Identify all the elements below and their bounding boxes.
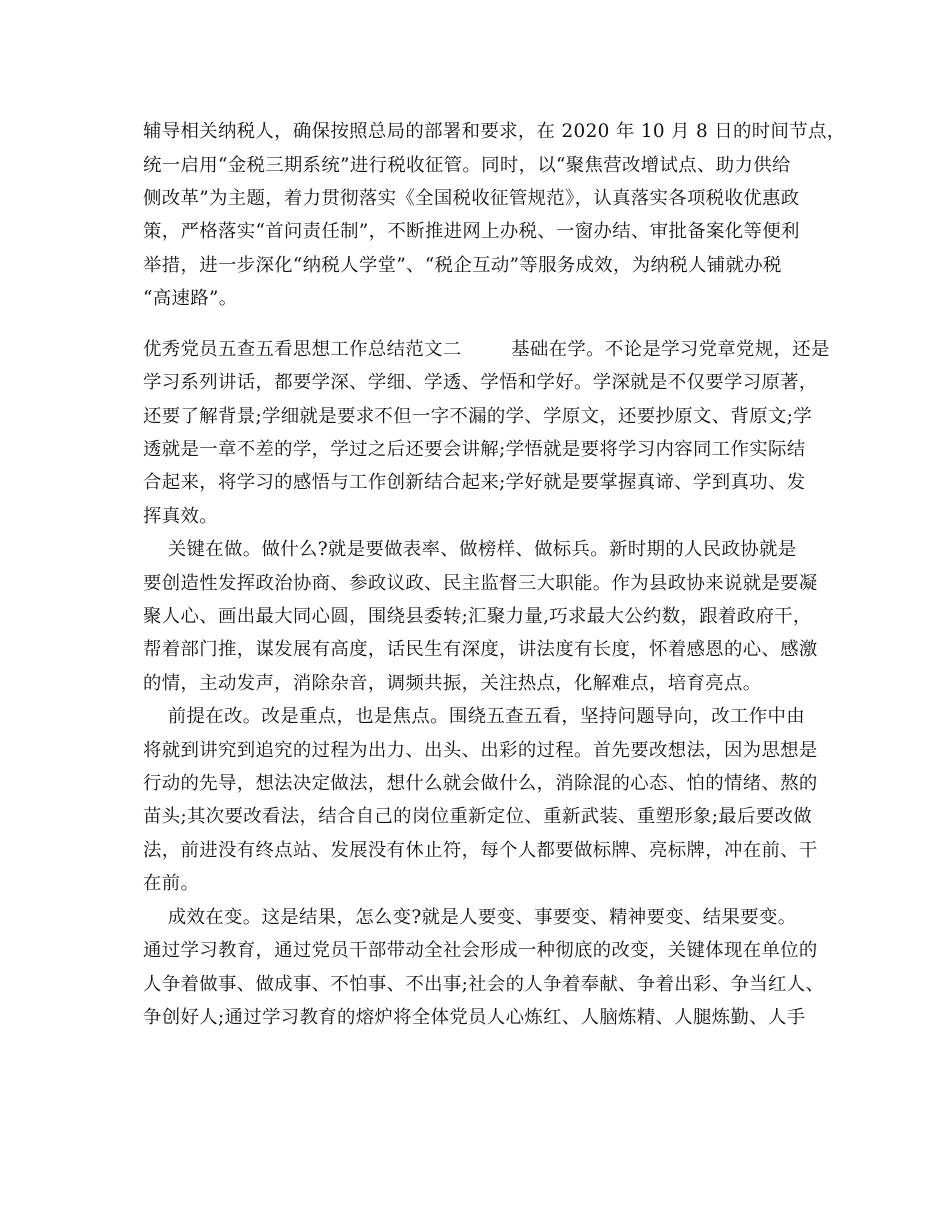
text-line: 要创造性发挥政治协商、参政议政、民主监督三大职能。作为县政协来说就是要凝	[143, 573, 818, 594]
text-line: 争创好人;通过学习教育的熔炉将全体党员人心炼红、人脑炼精、人腿炼勤、人手	[143, 1007, 806, 1028]
text-line: 的情，主动发声，消除杂音，调频共振，关注热点，化解难点，培育亮点。	[143, 673, 762, 694]
text-line: 成效在变。这是结果，怎么变?就是人要变、事要变、精神要变、结果要变。	[143, 907, 797, 928]
text-line: 人争着做事、做成事、不怕事、不出事;社会的人争着奉献、争着出彩、争当红人、	[143, 974, 825, 995]
text-line: 统一启用“金税三期系统”进行税收征管。同时，以“聚焦营改增试点、助力供给	[143, 155, 791, 176]
text-line: 法，前进没有终点站、发展没有休止符，每个人都要做标牌、亮标牌，冲在前、干	[143, 840, 818, 861]
text-line: 在前。	[143, 873, 200, 894]
text-line: 辅导相关纳税人，确保按照总局的部署和要求，在 2020 年 10 月 8 日的时间节点，	[143, 121, 846, 142]
text-line: 关键在做。做什么?就是要做表率、做榜样、做标兵。新时期的人民政协就是	[143, 539, 797, 560]
text-line: 还要了解背景;学细就是要求不但一字不漏的学、学原文，还要抄原文、背原文;学	[143, 406, 813, 427]
text-line: “高速路”。	[143, 288, 238, 309]
text-line: 帮着部门推，谋发展有高度，话民生有深度，讲法度有长度，怀着感恩的心、感激	[143, 639, 818, 660]
text-line: 侧改革”为主题，着力贯彻落实《全国税收征管规范》，认真落实各项税收优惠政	[143, 188, 800, 209]
text-line: 苗头;其次要改看法，结合自己的岗位重新定位、重新武装、重塑形象;最后要改做	[143, 806, 813, 827]
text-line: 挥真效。	[143, 506, 218, 527]
text-line: 前提在改。改是重点，也是焦点。围绕五查五看，坚持问题导向，改工作中由	[143, 706, 805, 727]
text-line: 聚人心、画出最大同心圆，围绕县委转;汇聚力量,巧求最大公约数，跟着政府干，	[143, 606, 812, 627]
text-line: 举措，进一步深化“纳税人学堂”、“税企互动”等服务成效，为纳税人铺就办税	[143, 255, 782, 276]
text-line: 将就到讲究到追究的过程为出力、出头、出彩的过程。首先要改想法，因为思想是	[143, 740, 818, 761]
text-line: 通过学习教育，通过党员干部带动全社会形成一种彻底的改变，关键体现在单位的	[143, 940, 818, 961]
text-line: 策，严格落实“首问责任制”，不断推进网上办税、一窗办结、审批备案化等便利	[143, 221, 800, 242]
text-line: 合起来，将学习的感悟与工作创新结合起来;学好就是要掌握真谛、学到真功、发	[143, 472, 806, 493]
text-line: 行动的先导，想法决定做法，想什么就会做什么，消除混的心态、怕的情绪、熬的	[143, 773, 818, 794]
text-line: 优秀党员五查五看思想工作总结范文二 基础在学。不论是学习党章党规，还是	[143, 339, 830, 360]
text-line: 透就是一章不差的学，学过之后还要会讲解;学悟就是要将学习内容同工作实际结	[143, 439, 806, 460]
text-line: 学习系列讲话，都要学深、学细、学透、学悟和学好。学深就是不仅要学习原著，	[143, 372, 818, 393]
